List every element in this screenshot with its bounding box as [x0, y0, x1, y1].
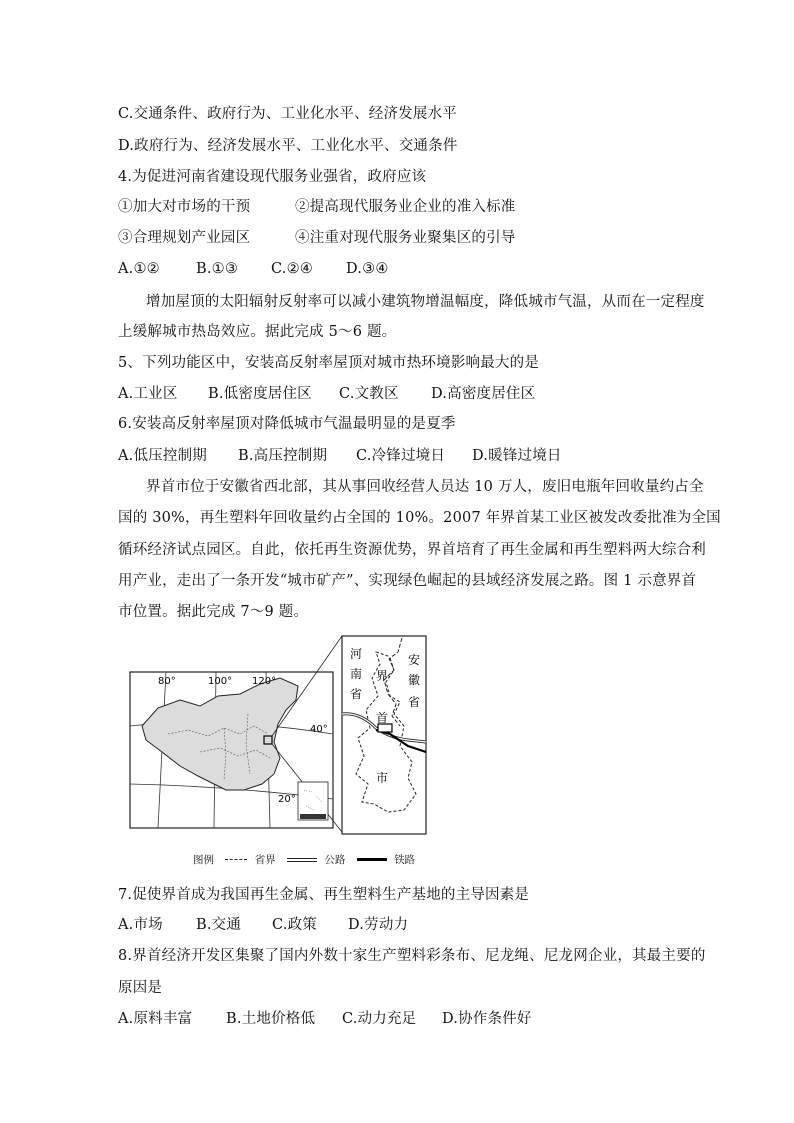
q8-stem-line2: 原因是	[118, 980, 163, 996]
passage2-line2: 国的 30%，再生塑料年回收量约占全国的 10%。2007 年界首某工业区被发改委批准为全国	[118, 510, 721, 526]
legend-road-label: 公路	[324, 854, 346, 866]
q6-options	[118, 446, 562, 466]
q7-option-c: C.政策	[272, 917, 317, 933]
passage2-line4: 用产业，走出了一条开发“城市矿产”、实现绿色崛起的县域经济发展之路。图 1 示意界首	[118, 573, 697, 589]
city-marker	[378, 724, 392, 732]
passage2-line1: 界首市位于安徽省西北部，其从事回收经营人员达 10 万人，废旧电瓶年回收量约占全	[146, 479, 704, 495]
q7-stem: 7.促使界首成为我国再生金属、再生塑料生产基地的主导因素是	[118, 887, 530, 903]
legend-title: 图例	[193, 854, 214, 866]
label-henan-2: 南	[350, 667, 363, 681]
label-jieshou-3: 市	[376, 771, 389, 785]
q8-option-a: A.原料丰富	[118, 1011, 193, 1027]
legend-rail-label: 铁路	[394, 854, 416, 866]
legend-road-symbol	[287, 858, 317, 862]
q6-option-c: C.冷锋过境日	[356, 448, 446, 464]
q7-option-a: A.市场	[118, 917, 163, 933]
q8-option-d: D.协作条件好	[442, 1011, 532, 1027]
q4-option-b: B.①③	[196, 261, 239, 277]
q4-statement-1: ①加大对市场的干预	[118, 199, 251, 215]
label-lon120: 120°	[252, 676, 277, 687]
q4-options	[118, 259, 389, 279]
q8-option-b: B.土地价格低	[226, 1011, 316, 1027]
q4-statement-4: ④注重对现代服务业聚集区的引导	[295, 230, 516, 246]
passage1-line1: 增加屋顶的太阳辐射反射率可以减小建筑物增温幅度，降低城市气温，从而在一定程度	[146, 294, 705, 310]
q8-options	[118, 1009, 532, 1029]
label-lon100: 100°	[208, 676, 233, 687]
passage2-line5: 市位置。据此完成 7～9 题。	[118, 604, 309, 620]
q4-option-c: C.②④	[271, 261, 313, 277]
label-lat20: 20°	[278, 794, 296, 805]
q4-statements-row1	[118, 197, 516, 217]
q6-option-a: A.低压控制期	[118, 448, 207, 464]
passage1-line2: 上缓解城市热岛效应。据此完成 5～6 题。	[118, 324, 397, 340]
q7-option-b: B.交通	[196, 917, 242, 933]
q4-option-a: A.①②	[118, 261, 160, 277]
q8-stem-line1: 8.界首经济开发区集聚了国内外数十家生产塑料彩条布、尼龙绳、尼龙网企业，其最主要的	[118, 948, 706, 964]
q3-option-c: C.交通条件、政府行为、工业化水平、经济发展水平	[118, 106, 457, 122]
q8-option-c: C.动力充足	[342, 1011, 417, 1027]
legend-rail-symbol	[357, 858, 387, 861]
label-lon80: 80°	[158, 676, 176, 687]
map-legend	[193, 852, 415, 867]
q6-option-b: B.高压控制期	[238, 448, 328, 464]
inset-label-bar	[300, 814, 326, 819]
q5-option-a: A.工业区	[118, 386, 178, 402]
q4-stem: 4.为促进河南省建设现代服务业强省，政府应该	[118, 169, 427, 185]
q5-stem: 5、下列功能区中，安装高反射率屋顶对城市热环境影响最大的是	[118, 355, 540, 371]
passage2-line3: 循环经济试点园区。自此，依托再生资源优势，界首培育了再生金属和再生塑料两大综合利	[118, 542, 706, 558]
q4-statement-3: ③合理规划产业园区	[118, 230, 251, 246]
label-anhui-3: 省	[408, 695, 421, 709]
q4-option-d: D.③④	[346, 261, 389, 277]
q6-stem: 6.安装高反射率屋顶对降低城市气温最明显的是夏季	[118, 416, 456, 432]
q6-option-d: D.暖锋过境日	[472, 448, 562, 464]
label-lat40: 40°	[310, 724, 328, 735]
q4-statements-row2	[118, 228, 516, 248]
label-henan-1: 河	[350, 647, 363, 661]
q5-options	[118, 384, 535, 404]
label-anhui-2: 徽	[408, 673, 421, 687]
label-jieshou-2: 首	[376, 711, 389, 725]
china-outline	[142, 678, 298, 790]
label-anhui-1: 安	[408, 653, 421, 667]
q7-options	[118, 915, 408, 935]
legend-border-label: 省界	[254, 854, 276, 866]
label-henan-3: 省	[350, 687, 363, 701]
q5-option-b: B.低密度居住区	[208, 386, 312, 402]
q7-option-d: D.劳动力	[348, 917, 409, 933]
map-svg	[128, 634, 428, 874]
label-jieshou-1: 界	[376, 669, 389, 683]
legend-border-symbol	[225, 859, 247, 860]
figure-map	[128, 634, 428, 874]
q5-option-d: D.高密度居住区	[431, 386, 536, 402]
q5-option-c: C.文教区	[339, 386, 399, 402]
q4-statement-2: ②提高现代服务业企业的准入标准	[295, 199, 516, 215]
q3-option-d: D.政府行为、经济发展水平、工业化水平、交通条件	[118, 138, 458, 154]
